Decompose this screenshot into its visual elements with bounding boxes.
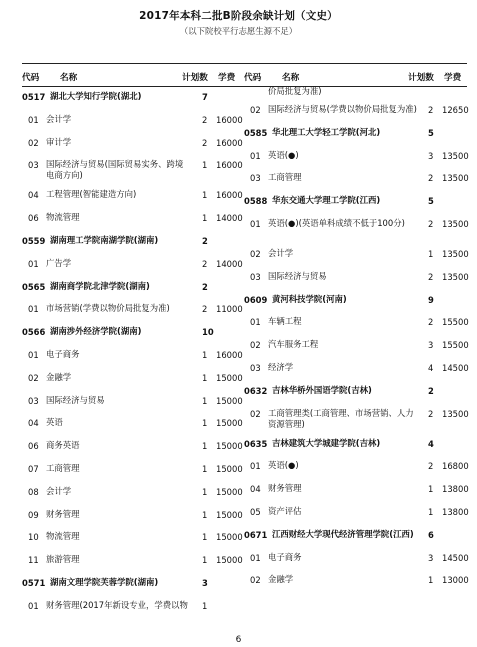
cell-code: 06 [28,441,39,452]
cell-code: 10 [28,532,39,543]
major-row [244,167,467,190]
cell-name: 市场营销(学费以物价局批复为准) [46,303,170,314]
cell-code: 01 [250,218,261,229]
cell-code: 01 [250,317,261,328]
major-row [244,145,467,168]
cell-plan: 1 [202,463,208,474]
major-row [22,253,242,276]
cell-name: 湖南涉外经济学院(湖南) [50,326,142,337]
cell-name: 江西财经大学现代经济管理学院(江西) [272,528,414,539]
major-row [22,390,242,413]
cell-fee: 14000 [216,213,243,224]
major-row [22,344,242,367]
cell-name: 资产评估 [268,505,302,516]
cell-code: 02 [250,105,261,115]
cell-plan: 1 [202,395,208,406]
column-header [244,68,467,86]
cell-code: 04 [28,190,39,201]
cell-code: 01 [250,461,261,472]
cell-name: 国际经济与贸易 [46,394,105,405]
cell-name: 物流管理 [46,531,80,542]
major-row [22,504,242,527]
cell-fee: 16000 [216,349,243,360]
cell-name: 国际经济与贸易(学费以物价局批复为准) [268,104,417,114]
cell-plan: 2 [202,114,208,125]
cell-plan: 3 [202,577,208,588]
cell-name: 工商管理 [46,462,80,473]
cell-name: 价局批复为准) [268,86,322,96]
cell-name: 广告学 [46,257,72,268]
major-row [244,86,467,99]
cell-plan: 7 [202,92,208,102]
school-row [244,433,467,456]
cell-plan: 1 [202,509,208,520]
page-number: 6 [235,635,242,645]
cell-plan: 10 [202,327,214,338]
cell-code: 01 [28,114,39,125]
cell-plan: 1 [202,441,208,452]
cell-name: 电子商务 [46,348,80,359]
cell-plan: 1 [428,484,434,495]
cell-name: 黄河科技学院(河南) [272,293,347,304]
cell-code: 03 [250,173,261,184]
cell-name: 工商管理 [268,172,302,183]
cell-code: 01 [28,600,39,611]
cell-code: 06 [28,213,39,224]
cell-code: 01 [28,258,39,269]
major-row [244,99,467,122]
major-row [244,547,467,570]
cell-plan: 3 [428,340,434,351]
cell-plan: 5 [428,196,434,207]
cell-code: 02 [250,340,261,351]
cell-fee: 14000 [216,258,243,269]
cell-name: 会计学 [46,485,72,496]
cell-fee: 13000 [442,575,469,586]
cell-name: 英语(●) [268,460,299,471]
cell-code: 0517 [22,92,46,102]
cell-fee: 13500 [442,173,469,184]
cell-name: 华东交通大学理工学院(江西) [272,195,381,206]
cell-fee: 15000 [216,463,243,474]
cell-fee: 11000 [216,304,243,315]
cell-plan: 1 [428,248,434,259]
cell-plan: 2 [428,408,434,419]
left-rows [22,86,242,625]
page-title: 2017年本科二批B阶段余缺计划（文史） [139,10,338,22]
cell-plan: 1 [202,213,208,224]
cell-fee: 14500 [442,552,469,563]
cell-plan: 2 [428,105,434,115]
major-row [22,184,242,207]
major-row [22,367,242,390]
cell-code: 07 [28,463,39,474]
cell-plan: 1 [202,532,208,543]
cell-fee: 16800 [442,461,469,472]
cell-plan: 1 [202,160,208,171]
cell-name: 国际经济与贸易(国际贸易实务、跨境电商方向) [46,159,184,181]
cell-code: 0565 [22,281,46,292]
cell-fee: 13500 [442,408,469,419]
cell-name: 汽车服务工程 [268,339,319,350]
cell-plan: 3 [428,150,434,161]
cell-plan: 9 [428,294,434,305]
cell-name: 湖南文理学院芙蓉学院(湖南) [50,576,159,587]
cell-name: 湖南理工学院南湖学院(湖南) [50,234,159,245]
right-column [244,68,467,592]
major-row [244,403,467,433]
cell-fee: 15000 [216,486,243,497]
header-code: 代码 [22,73,40,83]
cell-code: 0566 [22,327,46,338]
cell-name: 工商管理类(工商管理、市场营销、人力资源管理) [268,407,414,429]
cell-code: 0559 [22,235,46,246]
cell-code: 04 [250,484,261,495]
cell-fee: 13500 [442,271,469,282]
major-row [22,207,242,230]
cell-plan: 1 [202,372,208,383]
cell-name: 旅游管理 [46,554,80,565]
school-row [244,190,467,213]
cell-name: 英语(●) [268,149,299,160]
cell-code: 01 [28,349,39,360]
major-row [244,334,467,357]
header-name: 名称 [282,73,300,83]
major-row [244,311,467,334]
major-row [22,154,242,184]
major-row [244,569,467,592]
header-fee: 学费 [218,73,236,83]
cell-name: 英语(●)(英语单科成绩不低于100分) [268,217,405,228]
major-row [22,549,242,572]
cell-plan: 2 [428,218,434,229]
cell-plan: 2 [202,137,208,148]
cell-fee: 15000 [216,418,243,429]
cell-name: 财务管理(2017年新设专业，学费以物 [46,599,188,610]
school-row [22,230,242,253]
right-rows [244,86,467,592]
cell-code: 0632 [244,385,268,396]
cell-plan: 1 [428,506,434,517]
header-fee: 学费 [444,73,462,83]
cell-code: 08 [28,486,39,497]
cell-code: 01 [28,304,39,315]
cell-fee: 16000 [216,190,243,201]
cell-fee: 13500 [442,248,469,259]
cell-name: 审计学 [46,136,72,147]
header-name: 名称 [60,73,78,83]
cell-fee: 16000 [216,114,243,125]
cell-fee: 15000 [216,555,243,566]
major-row [22,481,242,504]
cell-plan: 1 [202,349,208,360]
cell-name: 财务管理 [268,483,302,494]
cell-plan: 4 [428,362,434,373]
cell-name: 湖北大学知行学院(湖北) [50,91,142,101]
cell-plan: 2 [428,385,434,396]
cell-name: 工程管理(智能建造方向) [46,189,137,200]
major-row [22,109,242,132]
cell-fee: 15000 [216,509,243,520]
major-row [22,412,242,435]
cell-plan: 2 [428,271,434,282]
cell-code: 11 [28,555,39,566]
major-row [244,266,467,289]
header-code: 代码 [244,73,262,83]
cell-code: 02 [28,137,39,148]
cell-name: 吉林华桥外国语学院(吉林) [272,384,372,395]
cell-code: 03 [28,160,39,171]
school-row [244,524,467,547]
major-row [22,595,242,625]
cell-plan: 2 [202,235,208,246]
school-row [244,380,467,403]
cell-fee: 13500 [442,150,469,161]
cell-name: 商务英语 [46,440,80,451]
cell-plan: 1 [202,486,208,497]
cell-code: 0571 [22,577,46,588]
cell-name: 物流管理 [46,212,80,223]
cell-name: 财务管理 [46,508,80,519]
cell-plan: 2 [202,258,208,269]
header-top-rule [22,63,467,64]
cell-code: 01 [250,552,261,563]
cell-plan: 2 [428,461,434,472]
major-row [244,213,467,243]
cell-plan: 5 [428,127,434,138]
cell-name: 湖南商学院北津学院(湖南) [50,280,150,291]
cell-code: 02 [250,575,261,586]
cell-fee: 15500 [442,340,469,351]
cell-code: 0609 [244,294,268,305]
cell-code: 01 [250,150,261,161]
cell-fee: 15000 [216,372,243,383]
major-row [244,357,467,380]
cell-code: 02 [250,408,261,419]
school-row [22,86,242,109]
cell-name: 英语 [46,417,63,428]
header-plan: 计划数 [408,73,434,83]
column-header [22,68,242,86]
major-row [22,458,242,481]
cell-fee: 12650 [442,105,469,115]
cell-name: 吉林建筑大学城建学院(吉林) [272,437,381,448]
cell-fee: 14500 [442,362,469,373]
school-row [22,276,242,299]
cell-code: 03 [250,271,261,282]
cell-plan: 1 [202,600,208,611]
cell-code: 09 [28,509,39,520]
cell-name: 国际经济与贸易 [268,270,327,281]
cell-code: 03 [250,362,261,373]
school-row [22,321,242,344]
cell-plan: 2 [202,281,208,292]
cell-fee: 13800 [442,506,469,517]
cell-code: 04 [28,418,39,429]
cell-plan: 3 [428,552,434,563]
cell-fee: 13500 [442,218,469,229]
major-row [22,526,242,549]
major-row [244,501,467,524]
cell-fee: 16000 [216,160,243,171]
major-row [22,298,242,321]
school-row [244,122,467,145]
cell-plan: 1 [202,190,208,201]
cell-plan: 2 [428,173,434,184]
cell-plan: 1 [428,575,434,586]
school-row [22,572,242,595]
major-row [244,243,467,266]
major-row [22,435,242,458]
cell-name: 金融学 [46,371,72,382]
cell-code: 02 [28,372,39,383]
cell-fee: 15500 [442,317,469,328]
header-plan: 计划数 [182,73,208,83]
cell-fee: 16000 [216,137,243,148]
major-row [22,132,242,155]
cell-code: 0671 [244,529,268,540]
cell-name: 经济学 [268,361,294,372]
cell-name: 会计学 [268,247,294,258]
cell-code: 0585 [244,127,268,138]
cell-name: 金融学 [268,574,294,585]
cell-name: 车辆工程 [268,316,302,327]
cell-name: 华北理工大学轻工学院(河北) [272,126,381,137]
cell-name: 电子商务 [268,551,302,562]
cell-plan: 2 [202,304,208,315]
cell-code: 0635 [244,438,268,449]
cell-code: 05 [250,506,261,517]
cell-plan: 2 [428,317,434,328]
cell-plan: 6 [428,529,434,540]
cell-fee: 15000 [216,441,243,452]
left-column [22,68,242,625]
cell-code: 03 [28,395,39,406]
major-row [244,455,467,478]
cell-fee: 15000 [216,395,243,406]
cell-fee: 13800 [442,484,469,495]
cell-plan: 1 [202,555,208,566]
cell-name: 会计学 [46,113,72,124]
cell-code: 02 [250,248,261,259]
cell-fee: 15000 [216,532,243,543]
school-row [244,289,467,312]
major-row [244,478,467,501]
cell-plan: 4 [428,438,434,449]
page-subtitle: （以下院校平行志愿生源不足） [179,26,298,36]
cell-code: 0588 [244,196,268,207]
cell-plan: 1 [202,418,208,429]
